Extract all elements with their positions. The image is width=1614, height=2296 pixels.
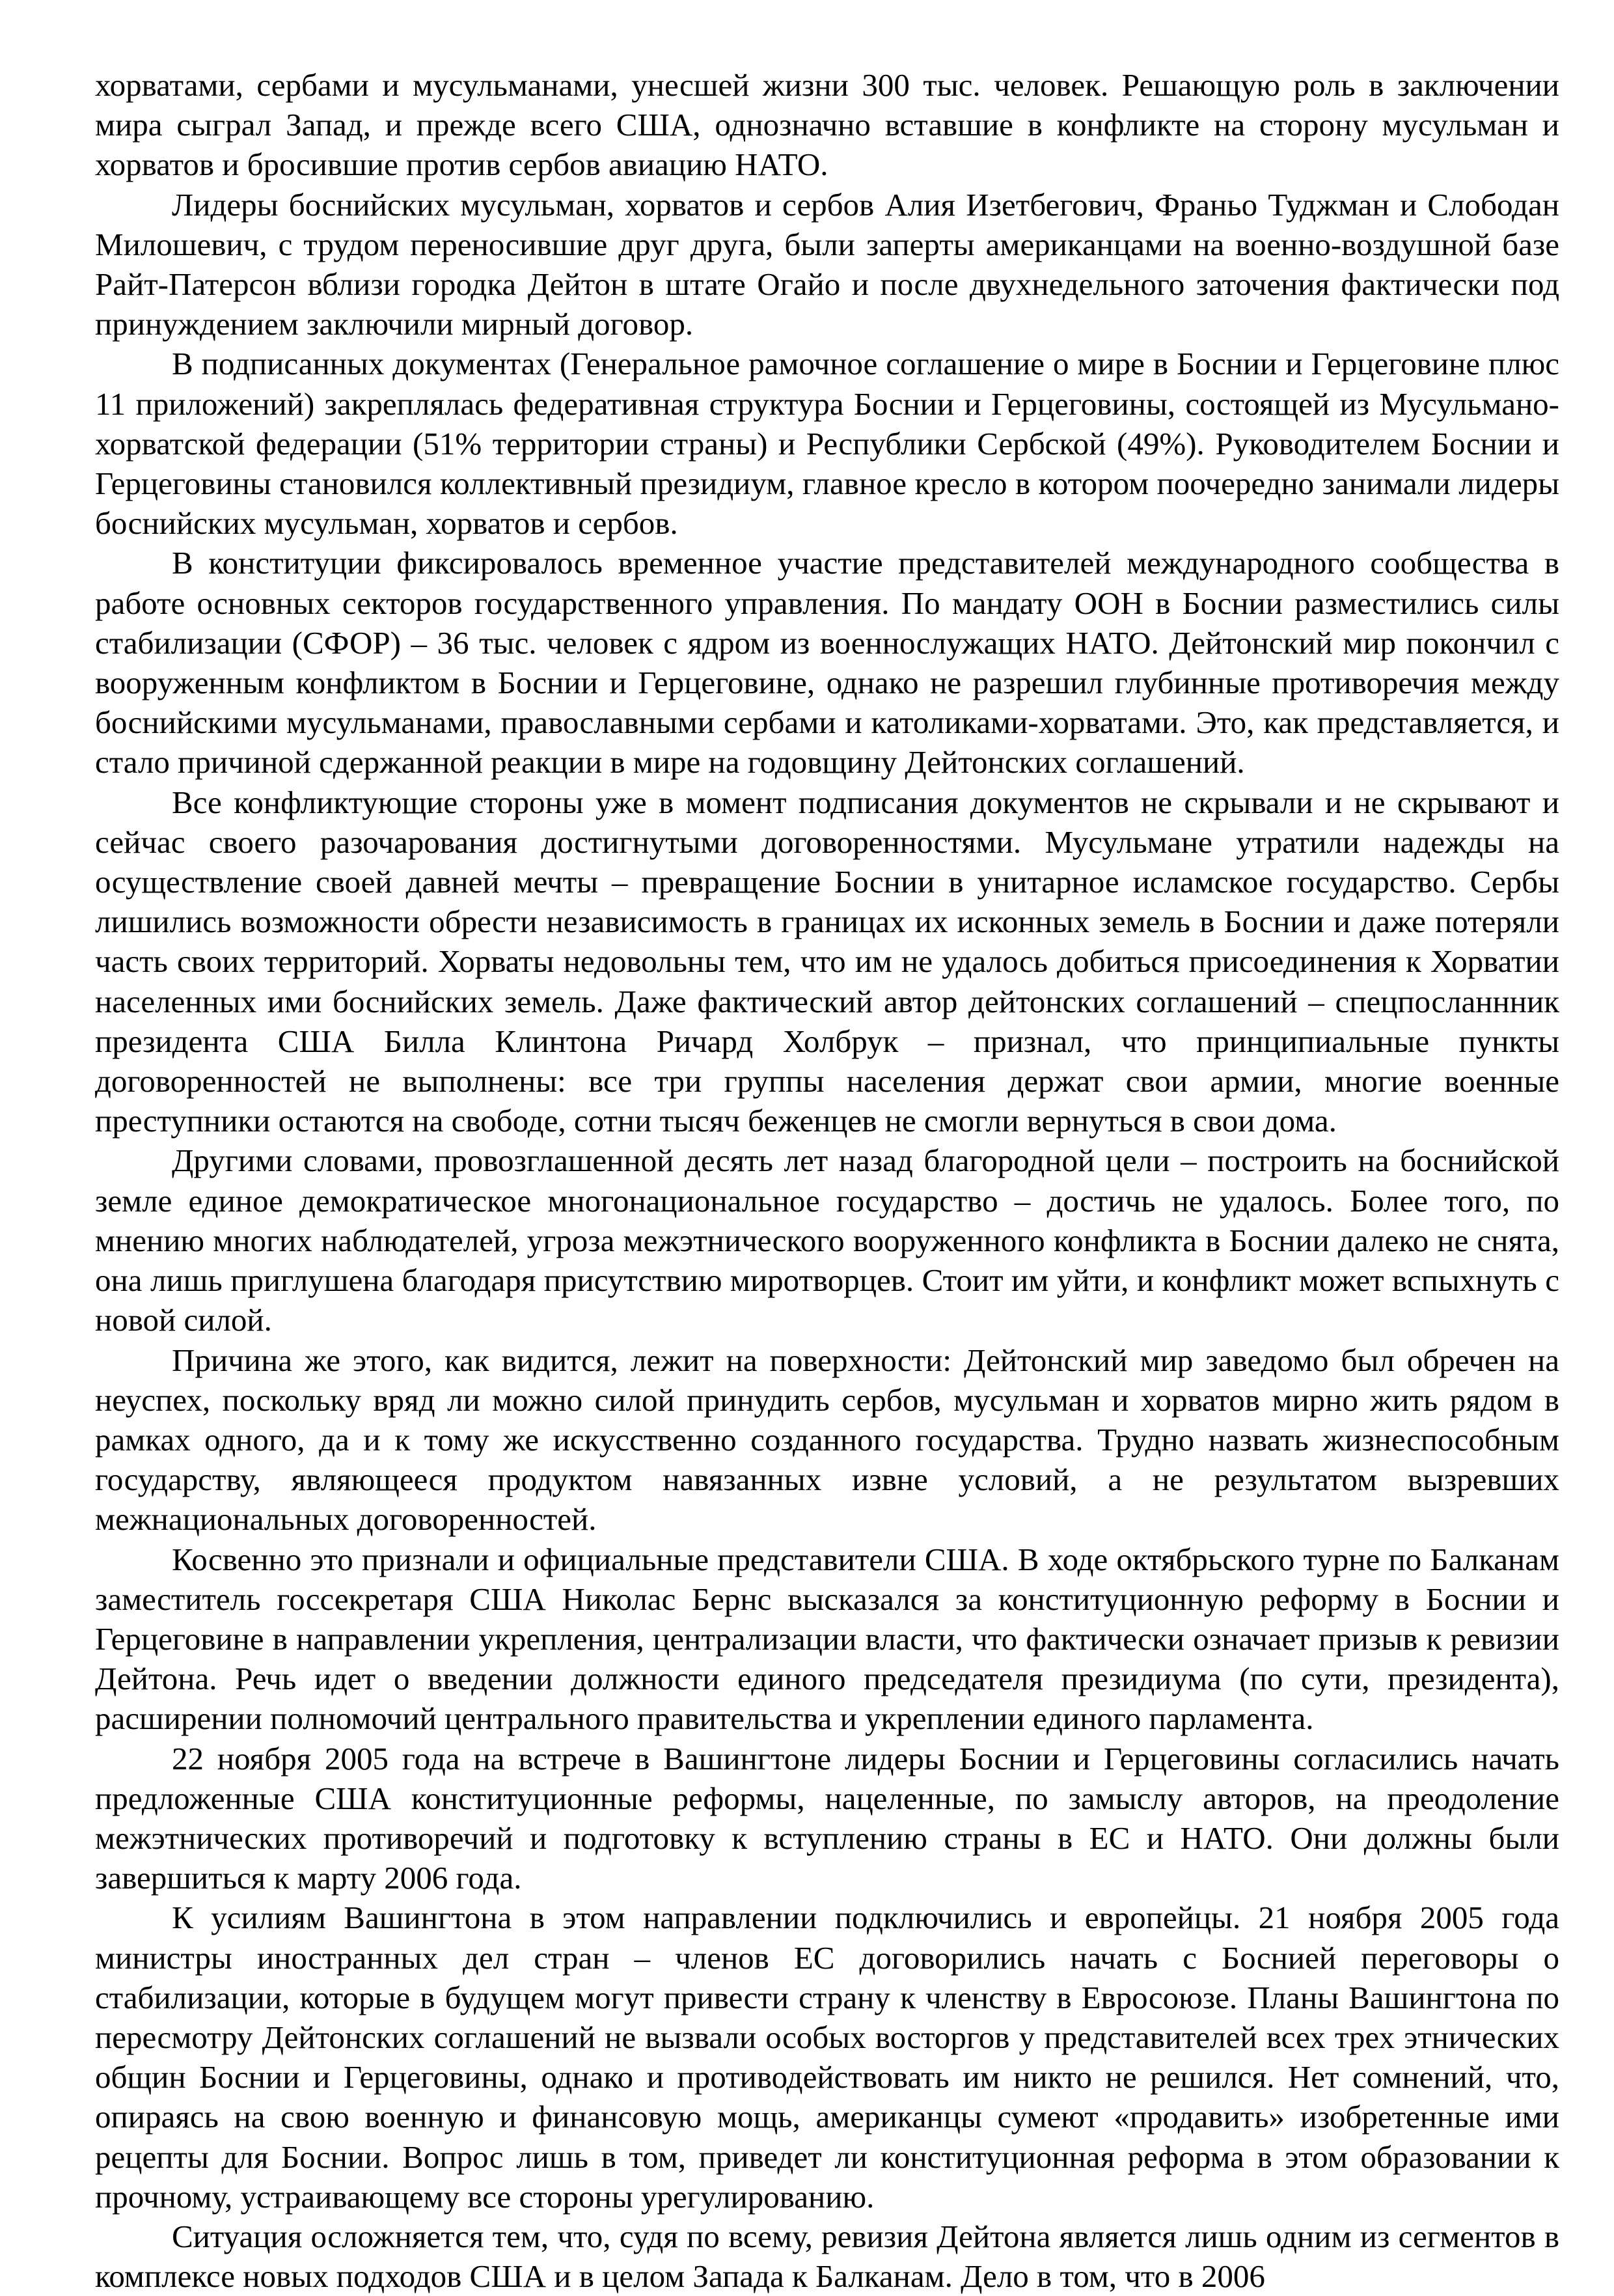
paragraph-noble-goal: Другими словами, провозглашенной десять лет назад благородной цели – построить на боснийской земле единое демократическое многонациональное государство – достичь не удалось. Более того, по мнению многих наблюдателей, угроза межэтнического вооруженного конфликта в Боснии далеко не снята, она лишь приглушена благодаря присутствию миротворцев. Стоит им уйти, и конфликт может вспыхнуть с новой силой.: [95, 1142, 1559, 1338]
paragraph-reason: Причина же этого, как видится, лежит на поверхности: Дейтонский мир заведомо был обречен на неуспех, поскольку вряд ли можно силой принудить сербов, мусульман и хорватов мирно жить рядом в рамках одного, да и к тому же искусственно созданного государства. Трудно назвать жизнеспособным государству, являющееся продуктом навязанных извне условий, а не результатом вызревших межнациональных договоренностей.: [95, 1342, 1559, 1538]
paragraph-continuation: хорватами, сербами и мусульманами, унесшей жизни 300 тыс. человек. Решающую роль в заключении мира сыграл Запад, и прежде всего США, однозначно вставшие в конфликте на сторону мусульман и хорватов и бросившие против сербов авиацию НАТО.: [95, 67, 1559, 183]
paragraph-europeans: К усилиям Вашингтона в этом направлении подключились и европейцы. 21 ноября 2005 года министры иностранных дел стран – членов ЕС договорились начать с Боснией переговоры о стабилизации, которые в будущем могут привести страну к членству в Евросоюзе. Планы Вашингтона по пересмотру Дейтонских соглашений не вызвали особых восторгов у представителей всех трех этнических общин Боснии и Герцеговины, однако и противодействовать им никто не решился. Нет сомнений, что, опираясь на свою военную и финансовую мощь, американцы сумеют «продавить» изобретенные ими рецепты для Боснии. Вопрос лишь в том, приведет ли конституционная реформа в этом образовании к прочному, устраивающему все стороны урегулированию.: [95, 1900, 1559, 2215]
document-body: [95, 65, 1559, 2296]
paragraph-situation: Ситуация осложняется тем, что, судя по всему, ревизия Дейтона является лишь одним из сегментов в комплексе новых подходов США и в целом Запада к Балканам. Дело в том, что в 2006: [95, 2218, 1559, 2295]
paragraph-constitution: В конституции фиксировалось временное участие представителей международного сообщества в работе основных секторов государственного управления. По мандату ООН в Боснии разместились силы стабилизации (СФОР) – 36 тыс. человек с ядром из военнослужащих НАТО. Дейтонский мир покончил с вооруженным конфликтом в Боснии и Герцеговине, однако не разрешил глубинные противоречия между боснийскими мусульманами, православными сербами и католиками-хорватами. Это, как представляется, и стало причиной сдержанной реакции в мире на годовщину Дейтонских соглашений.: [95, 545, 1559, 781]
paragraph-disappointment: Все конфликтующие стороны уже в момент подписания документов не скрывали и не скрывают и сейчас своего разочарования достигнутыми договоренностями. Мусульмане утратили надежды на осуществление своей давней мечты – превращение Боснии в унитарное исламское государство. Сербы лишились возможности обрести независимость в границах их исконных земель в Боснии и даже потеряли часть своих территорий. Хорваты недовольны тем, что им не удалось добиться присоединения к Хорватии населенных ими боснийских земель. Даже фактический автор дейтонских соглашений – спецпосланнник президента США Билла Клинтона Ричард Холбрук – признал, что принципиальные пункты договоренностей не выполнены: все три группы населения держат свои армии, многие военные преступники остаются на свободе, сотни тысяч беженцев не смогли вернуться в свои дома.: [95, 784, 1559, 1139]
paragraph-signed-documents: В подписанных документах (Генеральное рамочное соглашение о мире в Боснии и Герцеговине плюс 11 приложений) закреплялась федеративная структура Боснии и Герцеговины, состоящей из Мусульмано-хорватской федерации (51% территории страны) и Республики Сербской (49%). Руководителем Боснии и Герцеговины становился коллективный президиум, главное кресло в котором поочередно занимали лидеры боснийских мусульман, хорватов и сербов.: [95, 346, 1559, 542]
paragraph-dayton-leaders: Лидеры боснийских мусульман, хорватов и сербов Алия Изетбегович, Франьо Туджман и Слободан Милошевич, с трудом переносившие друг друга, были заперты американцами на военно-воздушной базе Райт-Патерсон вблизи городка Дейтон в штате Огайо и после двухнедельного заточения фактически под принуждением заключили мирный договор.: [95, 186, 1559, 342]
paragraph-november-meeting: 22 ноября 2005 года на встрече в Вашингтоне лидеры Боснии и Герцеговины согласились начать предложенные США конституционные реформы, нацеленные, по замыслу авторов, на преодоление межэтнических противоречий и подготовку к вступлению страны в ЕС и НАТО. Они должны были завершиться к марту 2006 года.: [95, 1740, 1559, 1896]
paragraph-us-officials: Косвенно это признали и официальные представители США. В ходе октябрьского турне по Балканам заместитель госсекретаря США Николас Бернс высказался за конституционную реформу в Боснии и Герцеговине в направлении укрепления, централизации власти, что фактически означает призыв к ревизии Дейтона. Речь идет о введении должности единого председателя президиума (по сути, президента), расширении полномочий центрального правительства и укреплении единого парламента.: [95, 1541, 1559, 1737]
